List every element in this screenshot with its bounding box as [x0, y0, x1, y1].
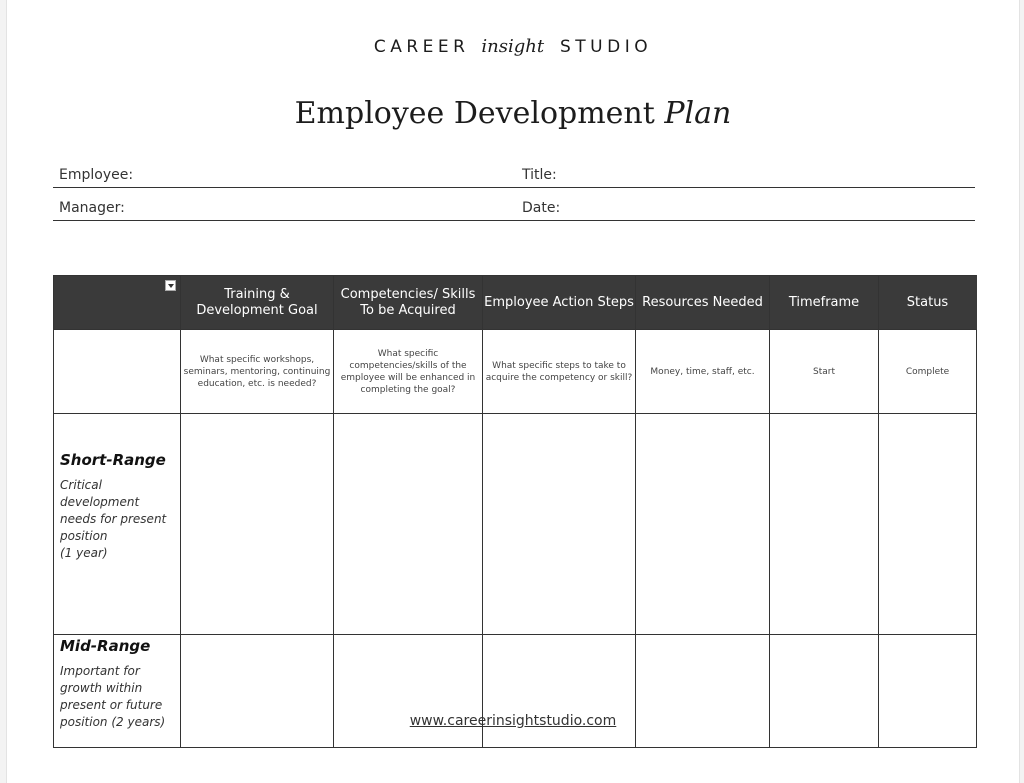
mid-range-timeframe-cell[interactable] [770, 635, 879, 748]
field-row-employee-title [53, 161, 975, 188]
mid-range-title: Mid-Range [60, 637, 151, 655]
short-range-training-cell[interactable] [181, 414, 334, 635]
short-range-label-cell [54, 414, 181, 635]
brand-word-right: STUDIO [560, 37, 653, 57]
short-range-status-cell[interactable] [879, 414, 977, 635]
short-range-action-steps-cell[interactable] [483, 414, 636, 635]
development-plan-table [53, 275, 977, 748]
brand-word-middle: insight [481, 36, 545, 57]
header-action-steps: Employee Action Steps [483, 276, 636, 330]
page-title [7, 96, 1019, 131]
footer-website-link[interactable]: www.careerinsightstudio.com [409, 713, 617, 729]
header-corner-cell [54, 276, 181, 330]
manager-field-label: Manager: [59, 200, 125, 216]
mid-range-competencies-cell[interactable] [334, 635, 483, 748]
subheader-training-goal[interactable]: What specific workshops, seminars, mentoring, continuing education, etc. is needed? [181, 330, 334, 414]
short-range-resources-cell[interactable] [636, 414, 770, 635]
date-field-label: Date: [522, 200, 561, 216]
mid-range-training-cell[interactable] [181, 635, 334, 748]
filter-dropdown-icon[interactable] [165, 280, 176, 291]
subheader-resources[interactable]: Money, time, staff, etc. [636, 330, 770, 414]
subheader-competencies[interactable]: What specific competencies/skills of the employee will be enhanced in completing the goal? [334, 330, 483, 414]
table-row-short-range [54, 414, 977, 635]
mid-range-label-cell [54, 635, 181, 748]
mid-range-action-steps-cell[interactable] [483, 635, 636, 748]
header-status: Status [879, 276, 977, 330]
subheader-action-steps[interactable]: What specific steps to take to acquire the competency or skill? [483, 330, 636, 414]
header-resources: Resources Needed [636, 276, 770, 330]
table-subheader-row [54, 330, 977, 414]
mid-range-resources-cell[interactable] [636, 635, 770, 748]
field-row-manager-date [53, 194, 975, 221]
table-row-mid-range [54, 635, 977, 748]
table-header-row [54, 276, 977, 330]
page-title-emphasis: Plan [664, 96, 732, 131]
brand-word-left: CAREER [373, 37, 470, 57]
brand-logo [7, 36, 1019, 57]
subheader-status-complete[interactable]: Complete [879, 330, 977, 414]
subheader-blank-cell[interactable] [54, 330, 181, 414]
short-range-competencies-cell[interactable] [334, 414, 483, 635]
short-range-timeframe-cell[interactable] [770, 414, 879, 635]
title-field-label: Title: [522, 167, 557, 183]
mid-range-status-cell[interactable] [879, 635, 977, 748]
document-page [6, 0, 1020, 783]
header-timeframe: Timeframe [770, 276, 879, 330]
mid-range-description: Important for growth within present or future position (2 years) [60, 664, 166, 729]
short-range-description: Critical development needs for present position (1 year) [60, 478, 167, 560]
header-training-goal: Training & Development Goal [181, 276, 334, 330]
employee-field-label: Employee: [59, 167, 134, 183]
header-competencies: Competencies/ Skills To be Acquired [334, 276, 483, 330]
subheader-timeframe-start[interactable]: Start [770, 330, 879, 414]
short-range-title: Short-Range [60, 451, 166, 469]
page-title-main: Employee Development [294, 96, 655, 131]
